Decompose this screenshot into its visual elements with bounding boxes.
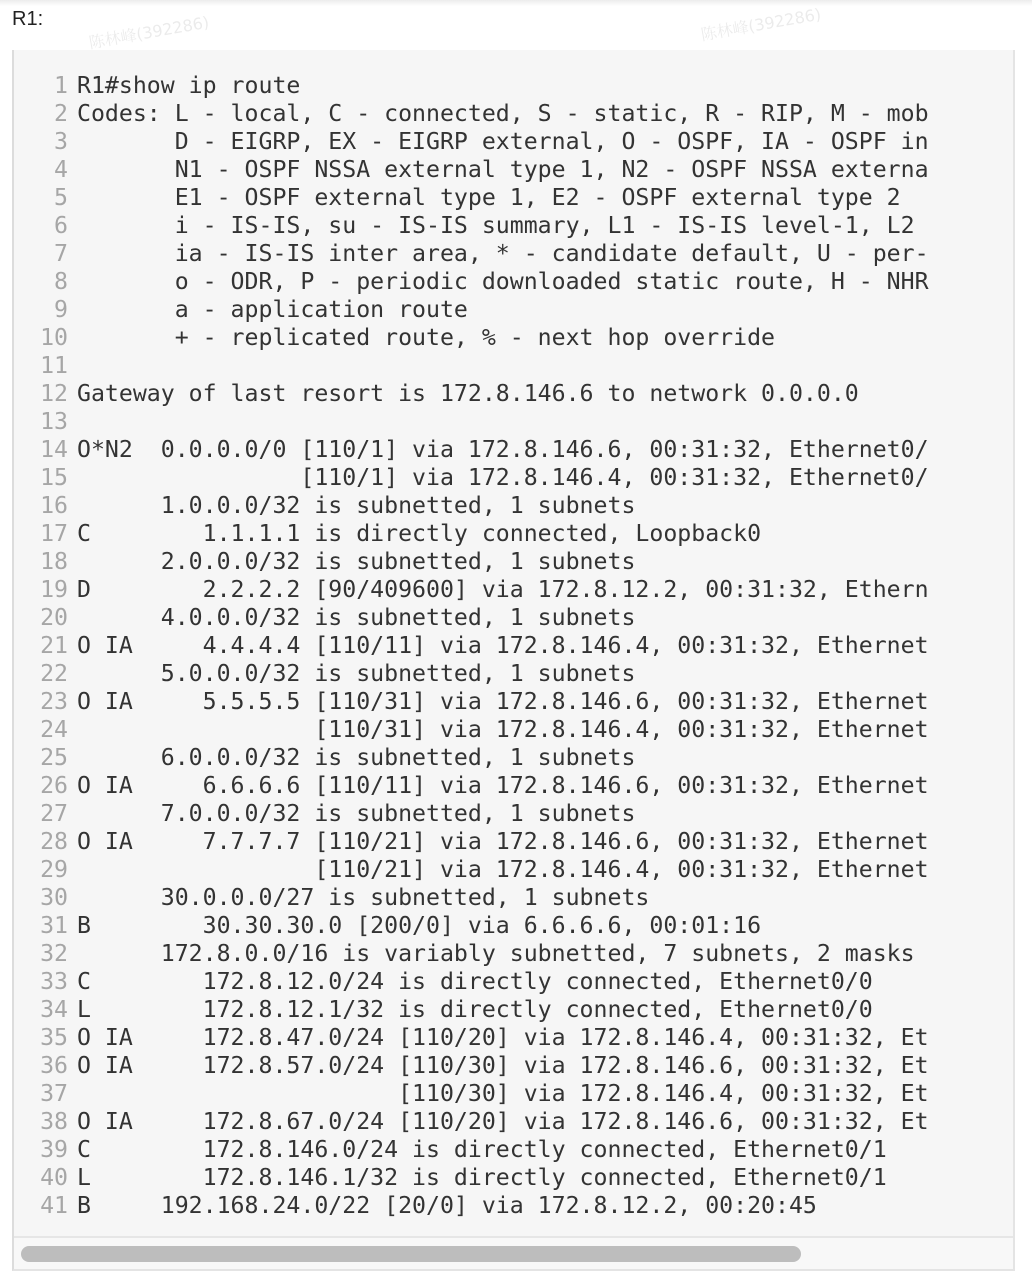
line-text: Codes: L - local, C - connected, S - static, R - RIP, M - mob bbox=[77, 100, 929, 127]
line-text: [110/30] via 172.8.146.4, 00:31:32, Et bbox=[77, 1080, 929, 1107]
code-line bbox=[14, 324, 929, 352]
line-text: 7.0.0.0/32 is subnetted, 1 subnets bbox=[77, 800, 636, 827]
code-line bbox=[14, 1024, 929, 1052]
line-number: 32 bbox=[40, 940, 68, 967]
line-text: C 1.1.1.1 is directly connected, Loopback0 bbox=[77, 520, 762, 547]
code-line bbox=[14, 72, 929, 100]
code-line bbox=[14, 744, 929, 772]
code-line bbox=[14, 408, 929, 436]
code-line bbox=[14, 800, 929, 828]
code-line bbox=[14, 1080, 929, 1108]
line-text: 4.0.0.0/32 is subnetted, 1 subnets bbox=[77, 604, 636, 631]
code-line bbox=[14, 828, 929, 856]
line-number: 33 bbox=[40, 968, 68, 995]
line-number: 31 bbox=[40, 912, 68, 939]
code-line bbox=[14, 492, 929, 520]
code-line bbox=[14, 660, 929, 688]
code-line bbox=[14, 1136, 929, 1164]
line-number: 5 bbox=[54, 184, 68, 211]
line-text: o - ODR, P - periodic downloaded static route, H - NHR bbox=[77, 268, 929, 295]
code-line bbox=[14, 604, 929, 632]
line-number: 39 bbox=[40, 1136, 68, 1163]
line-text: D 2.2.2.2 [90/409600] via 172.8.12.2, 00:31:32, Ethern bbox=[77, 576, 929, 603]
section-label: R1: bbox=[12, 8, 44, 30]
code-line bbox=[14, 884, 929, 912]
line-text: O IA 7.7.7.7 [110/21] via 172.8.146.6, 00:31:32, Ethernet bbox=[77, 828, 929, 855]
code-line bbox=[14, 772, 929, 800]
code-line bbox=[14, 100, 929, 128]
line-text: a - application route bbox=[77, 296, 468, 323]
code-line bbox=[14, 352, 929, 380]
code-lines bbox=[14, 72, 929, 1220]
line-text: 5.0.0.0/32 is subnetted, 1 subnets bbox=[77, 660, 636, 687]
code-line bbox=[14, 240, 929, 268]
line-text: B 30.30.30.0 [200/0] via 6.6.6.6, 00:01:16 bbox=[77, 912, 762, 939]
line-text: C 172.8.12.0/24 is directly connected, Ethernet0/0 bbox=[77, 968, 873, 995]
top-edge-shadow bbox=[0, 0, 1032, 6]
line-number: 37 bbox=[40, 1080, 68, 1107]
line-number: 2 bbox=[54, 100, 68, 127]
line-number: 18 bbox=[40, 548, 68, 575]
line-number: 9 bbox=[54, 296, 68, 323]
line-number: 4 bbox=[54, 156, 68, 183]
code-line bbox=[14, 632, 929, 660]
code-line bbox=[14, 464, 929, 492]
line-number: 40 bbox=[40, 1164, 68, 1191]
line-number: 19 bbox=[40, 576, 68, 603]
line-number: 41 bbox=[40, 1192, 68, 1219]
code-viewport bbox=[14, 50, 1013, 1236]
line-text: Gateway of last resort is 172.8.146.6 to network 0.0.0.0 bbox=[77, 380, 859, 407]
line-number: 28 bbox=[40, 828, 68, 855]
code-line bbox=[14, 268, 929, 296]
line-number: 7 bbox=[54, 240, 68, 267]
code-line bbox=[14, 296, 929, 324]
code-line bbox=[14, 548, 929, 576]
line-number: 3 bbox=[54, 128, 68, 155]
line-text: O IA 5.5.5.5 [110/31] via 172.8.146.6, 00:31:32, Ethernet bbox=[77, 688, 929, 715]
line-text: ia - IS-IS inter area, * - candidate default, U - per- bbox=[77, 240, 929, 267]
line-number: 14 bbox=[40, 436, 68, 463]
line-number: 20 bbox=[40, 604, 68, 631]
line-number: 13 bbox=[40, 408, 68, 435]
line-number: 34 bbox=[40, 996, 68, 1023]
line-text: i - IS-IS, su - IS-IS summary, L1 - IS-IS level-1, L2 bbox=[77, 212, 915, 239]
line-text: E1 - OSPF external type 1, E2 - OSPF external type 2 bbox=[77, 184, 901, 211]
line-number: 8 bbox=[54, 268, 68, 295]
line-number: 1 bbox=[54, 72, 68, 99]
line-number: 25 bbox=[40, 744, 68, 771]
code-line bbox=[14, 996, 929, 1024]
code-line bbox=[14, 1192, 929, 1220]
code-line bbox=[14, 940, 929, 968]
line-text: O IA 172.8.67.0/24 [110/20] via 172.8.146.6, 00:31:32, Et bbox=[77, 1108, 929, 1135]
horizontal-scrollbar[interactable] bbox=[14, 1236, 1013, 1269]
line-number: 29 bbox=[40, 856, 68, 883]
line-text: [110/31] via 172.8.146.4, 00:31:32, Ethernet bbox=[77, 716, 929, 743]
code-line bbox=[14, 856, 929, 884]
line-text: O IA 172.8.47.0/24 [110/20] via 172.8.146.4, 00:31:32, Et bbox=[77, 1024, 929, 1051]
line-text: [110/1] via 172.8.146.4, 00:31:32, Ethernet0/ bbox=[77, 464, 929, 491]
code-line bbox=[14, 380, 929, 408]
line-text: D - EIGRP, EX - EIGRP external, O - OSPF, IA - OSPF in bbox=[77, 128, 929, 155]
line-text: [110/21] via 172.8.146.4, 00:31:32, Ethernet bbox=[77, 856, 929, 883]
line-number: 23 bbox=[40, 688, 68, 715]
code-line bbox=[14, 1052, 929, 1080]
line-text: O IA 4.4.4.4 [110/11] via 172.8.146.4, 00:31:32, Ethernet bbox=[77, 632, 929, 659]
horizontal-scrollbar-thumb[interactable] bbox=[21, 1246, 801, 1262]
line-number: 24 bbox=[40, 716, 68, 743]
line-text: 172.8.0.0/16 is variably subnetted, 7 subnets, 2 masks bbox=[77, 940, 915, 967]
line-text: 30.0.0.0/27 is subnetted, 1 subnets bbox=[77, 884, 650, 911]
line-text: N1 - OSPF NSSA external type 1, N2 - OSPF NSSA externa bbox=[77, 156, 929, 183]
code-line bbox=[14, 184, 929, 212]
code-line bbox=[14, 1108, 929, 1136]
code-line bbox=[14, 576, 929, 604]
code-line bbox=[14, 968, 929, 996]
code-line bbox=[14, 688, 929, 716]
line-number: 10 bbox=[40, 324, 68, 351]
line-text: L 172.8.12.1/32 is directly connected, Ethernet0/0 bbox=[77, 996, 873, 1023]
line-number: 21 bbox=[40, 632, 68, 659]
line-text: 6.0.0.0/32 is subnetted, 1 subnets bbox=[77, 744, 636, 771]
code-line bbox=[14, 520, 929, 548]
line-number: 12 bbox=[40, 380, 68, 407]
code-line bbox=[14, 436, 929, 464]
line-number: 27 bbox=[40, 800, 68, 827]
line-text: 2.0.0.0/32 is subnetted, 1 subnets bbox=[77, 548, 636, 575]
line-number: 26 bbox=[40, 772, 68, 799]
line-number: 38 bbox=[40, 1108, 68, 1135]
line-number: 30 bbox=[40, 884, 68, 911]
line-number: 36 bbox=[40, 1052, 68, 1079]
code-block bbox=[12, 50, 1015, 1271]
line-text: 1.0.0.0/32 is subnetted, 1 subnets bbox=[77, 492, 636, 519]
line-text: C 172.8.146.0/24 is directly connected, Ethernet0/1 bbox=[77, 1136, 887, 1163]
code-line bbox=[14, 212, 929, 240]
line-number: 17 bbox=[40, 520, 68, 547]
watermark: 陈林峰(392286) bbox=[87, 12, 211, 53]
line-number: 16 bbox=[40, 492, 68, 519]
line-number: 15 bbox=[40, 464, 68, 491]
line-text: B 192.168.24.0/22 [20/0] via 172.8.12.2, 00:20:45 bbox=[77, 1192, 817, 1219]
code-line bbox=[14, 156, 929, 184]
line-text: L 172.8.146.1/32 is directly connected, Ethernet0/1 bbox=[77, 1164, 887, 1191]
code-line bbox=[14, 128, 929, 156]
line-text: + - replicated route, % - next hop override bbox=[77, 324, 776, 351]
line-text: O IA 172.8.57.0/24 [110/30] via 172.8.146.6, 00:31:32, Et bbox=[77, 1052, 929, 1079]
code-line bbox=[14, 912, 929, 940]
watermark: 陈林峰(392286) bbox=[699, 4, 823, 45]
line-text: O*N2 0.0.0.0/0 [110/1] via 172.8.146.6, 00:31:32, Ethernet0/ bbox=[77, 436, 929, 463]
line-number: 11 bbox=[40, 352, 68, 379]
code-line bbox=[14, 1164, 929, 1192]
line-number: 35 bbox=[40, 1024, 68, 1051]
line-number: 6 bbox=[54, 212, 68, 239]
code-line bbox=[14, 716, 929, 744]
line-text: R1#show ip route bbox=[77, 72, 301, 99]
line-text: O IA 6.6.6.6 [110/11] via 172.8.146.6, 00:31:32, Ethernet bbox=[77, 772, 929, 799]
line-number: 22 bbox=[40, 660, 68, 687]
